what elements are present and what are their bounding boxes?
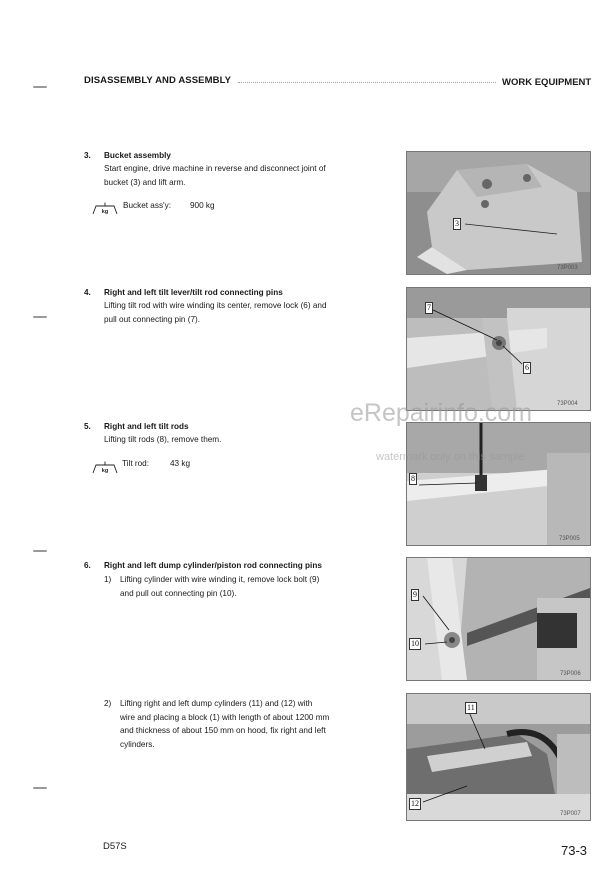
weight-value: 43 kg: [170, 459, 191, 468]
text-line: Lifting tilt rods (8), remove them.: [104, 435, 222, 444]
step-text: [104, 433, 221, 447]
callout-12: 12: [411, 799, 419, 808]
callout-7: 7: [427, 303, 431, 312]
header-section-title: DISASSEMBLY AND ASSEMBLY: [84, 75, 232, 86]
weight-icon: [92, 202, 118, 215]
text-line: Lifting right and left dump cylinders (11) and (12) with: [120, 699, 313, 708]
photo-code: 73P004: [557, 401, 578, 407]
photo-dump-cylinders: [406, 693, 591, 821]
callout-6: 6: [525, 363, 529, 372]
text-line: and thickness of about 150 mm on hood, fix right and left: [120, 726, 326, 735]
text-line: Lifting cylinder with wire winding it, remove lock bolt (9): [120, 575, 320, 584]
header-leader-dots: [238, 82, 496, 84]
kg-label: kg: [101, 468, 109, 474]
step-number: 3.: [84, 151, 91, 160]
text-line: bucket (3) and lift arm.: [104, 177, 186, 187]
header-chapter-title: WORK EQUIPMENT: [502, 77, 592, 88]
weight-label: Bucket ass'y:: [123, 201, 171, 210]
watermark-text: eRepairinfo.com: [350, 399, 533, 427]
callout-3: 3: [455, 219, 459, 228]
text-line: Lifting tilt rod with wire winding its center, remove lock (6) and: [104, 301, 327, 310]
margin-mark: [33, 86, 47, 88]
step-title: Right and left tilt lever/tilt rod connecting pins: [104, 288, 283, 297]
text-line: wire and placing a block (1) with length of about 1200 mm: [120, 712, 330, 722]
page-number: 73-3: [561, 843, 588, 858]
photo-code: 73P007: [560, 811, 581, 817]
callout-9: 9: [413, 590, 417, 599]
step-number: 6.: [84, 561, 91, 570]
weight-value: 900 kg: [190, 201, 215, 210]
kg-label: kg: [101, 209, 109, 215]
watermark-subtext: watermark only on this sample: [376, 451, 525, 463]
text-line: and pull out connecting pin (10).: [120, 588, 237, 598]
step-title: Right and left dump cylinder/piston rod connecting pins: [104, 561, 322, 570]
sub-step-number: 2): [104, 699, 112, 708]
step-text: [104, 299, 327, 326]
text-line: pull out connecting pin (7).: [104, 314, 201, 324]
margin-mark: [33, 787, 47, 789]
callout-11: 11: [467, 703, 475, 712]
callout-10: 10: [411, 639, 419, 648]
step-number: 4.: [84, 288, 91, 297]
sub-step-number: 1): [104, 575, 112, 584]
weight-label: Tilt rod:: [122, 459, 149, 468]
callout-8: 8: [411, 474, 415, 483]
photo-code: 73P006: [560, 671, 581, 677]
step-title: Bucket assembly: [104, 151, 171, 160]
photo-code: 73P003: [557, 265, 578, 271]
photo-tilt-rods: [406, 422, 591, 546]
text-line: cylinders.: [120, 739, 155, 749]
margin-mark: [33, 550, 47, 552]
photo-tilt-rod-pins: [406, 287, 591, 411]
text-line: Start engine, drive machine in reverse and disconnect joint of: [104, 164, 326, 173]
margin-mark: [33, 316, 47, 318]
photo-dump-cylinder-pin: [406, 557, 591, 681]
step-text: [104, 162, 326, 189]
photo-bucket-assembly: [406, 151, 591, 275]
weight-icon: [92, 461, 118, 474]
sub-step-text: [120, 697, 329, 751]
footer-model: D57S: [103, 841, 127, 852]
step-title: Right and left tilt rods: [104, 422, 189, 431]
photo-code: 73P005: [559, 536, 580, 542]
step-number: 5.: [84, 422, 91, 431]
sub-step-text: [120, 573, 319, 600]
